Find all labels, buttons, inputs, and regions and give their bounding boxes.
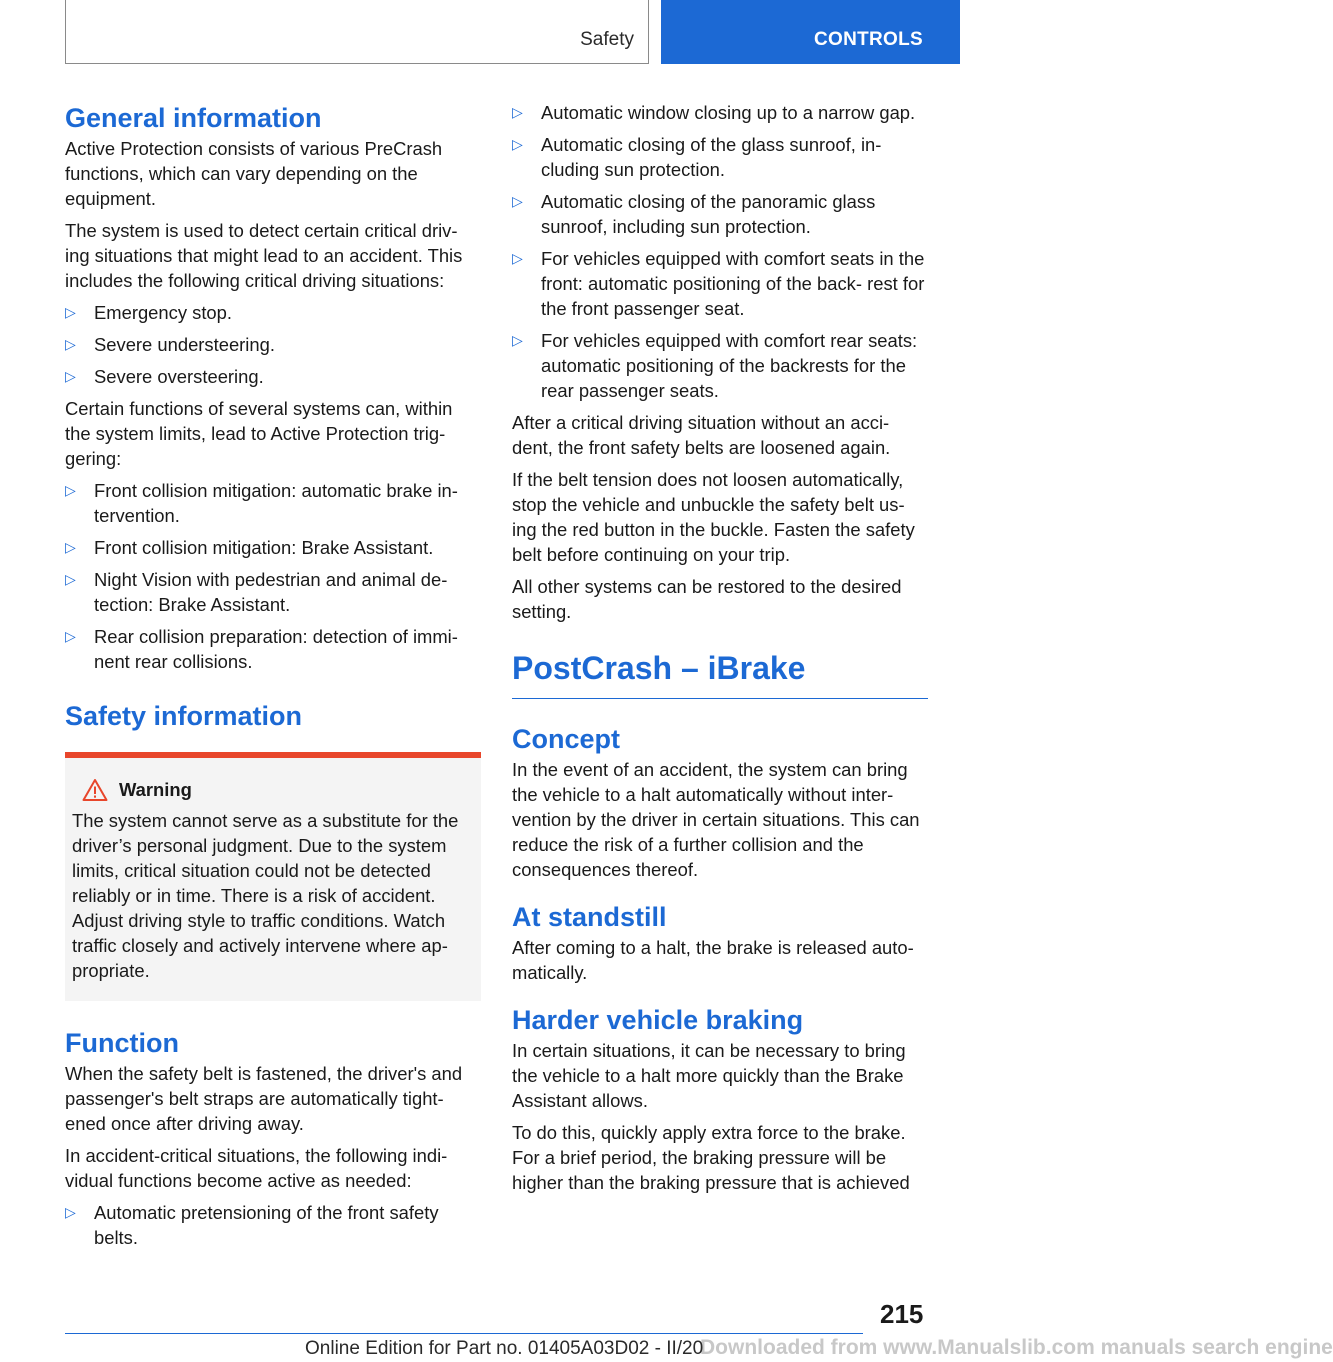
general-paragraph-2: The system is used to detect certain critical driv‐ ing situations that might lead to an accident. This includes the following critical driving situations: xyxy=(65,220,463,291)
list-item: ▷ Rear collision preparation: detection of immi‐ nent rear collisions. xyxy=(65,626,458,672)
list-item: ▷ For vehicles equipped with comfort rear seats: automatic positioning of the backrests for the rear passenger seats. xyxy=(512,330,918,401)
postcrash-heading: PostCrash – iBrake xyxy=(512,650,806,686)
critical-situations-list xyxy=(65,300,481,389)
triangle-bullet-icon: ▷ xyxy=(512,250,523,266)
list-item: ▷ Severe oversteering. xyxy=(65,366,264,387)
list-item: ▷ Automatic window closing up to a narrow gap. xyxy=(512,102,916,123)
at-standstill-text: After coming to a halt, the brake is released auto‐ matically. xyxy=(512,937,914,983)
triangle-bullet-icon: ▷ xyxy=(512,193,523,209)
triangle-bullet-icon: ▷ xyxy=(65,539,76,555)
triangle-bullet-icon: ▷ xyxy=(65,304,76,320)
triangle-bullet-icon: ▷ xyxy=(512,136,523,152)
warning-box xyxy=(65,752,481,1001)
harder-braking-heading: Harder vehicle braking xyxy=(512,1005,804,1035)
list-item: ▷ Automatic closing of the glass sunroof, in‐ cluding sun protection. xyxy=(512,134,882,180)
header-section-box xyxy=(65,0,649,64)
list-item: ▷ Automatic closing of the panoramic glass sunroof, including sun protection. xyxy=(512,191,876,237)
warning-triangle-icon xyxy=(82,778,108,802)
function-list xyxy=(65,1200,481,1250)
warning-text: The system cannot serve as a substitute for the driver’s personal judgment. Due to the system limits, critical situation could not be detected reliably or in time. There is a risk of accident. Adjust driving style to traffic conditions. Watch traffic closely and actively intervene where ap‐ propriate. xyxy=(72,810,459,981)
list-item: ▷ Emergency stop. xyxy=(65,302,232,323)
footer-edition: Online Edition for Part no. 01405A03D02 - II/20 xyxy=(305,1338,704,1359)
right-paragraph-2: If the belt tension does not loosen automatically, stop the vehicle and unbuckle the safety belt us‐ ing the red button in the buckle. Fasten the safety belt before continuing on your trip. xyxy=(512,469,915,565)
left-column xyxy=(65,100,481,1257)
harder-braking-paragraph-1: In certain situations, it can be necessary to bring the vehicle to a halt more quickly than the Brake Assistant allows. xyxy=(512,1040,906,1111)
triangle-bullet-icon: ▷ xyxy=(65,628,76,644)
function-paragraph-1: When the safety belt is fastened, the driver's and passenger's belt straps are automatically tight‐ ened once after driving away. xyxy=(65,1063,463,1134)
individual-functions-list xyxy=(512,100,928,403)
list-item: ▷ Front collision mitigation: automatic brake in‐ tervention. xyxy=(65,480,458,526)
list-item: ▷ Severe understeering. xyxy=(65,334,275,355)
warning-header xyxy=(72,778,475,802)
list-item: ▷ For vehicles equipped with comfort seats in the front: automatic positioning of the back‐ rest for the front passenger seat. xyxy=(512,248,925,319)
list-item: ▷ Front collision mitigation: Brake Assistant. xyxy=(65,537,434,558)
concept-heading: Concept xyxy=(512,724,620,754)
at-standstill-heading: At standstill xyxy=(512,902,667,932)
general-paragraph-1: Active Protection consists of various PreCrash functions, which can vary depending on the equipment. xyxy=(65,138,443,209)
function-paragraph-2: In accident-critical situations, the following indi‐ vidual functions become active as needed: xyxy=(65,1145,448,1191)
header-tab-controls[interactable]: CONTROLS xyxy=(661,0,960,64)
triangle-bullet-icon: ▷ xyxy=(65,482,76,498)
general-paragraph-3: Certain functions of several systems can, within the system limits, lead to Active Protection trig‐ gering: xyxy=(65,398,453,469)
function-heading: Function xyxy=(65,1028,179,1058)
footer-rule xyxy=(65,1333,863,1334)
list-item: ▷ Night Vision with pedestrian and animal de‐ tection: Brake Assistant. xyxy=(65,569,448,615)
safety-information-heading: Safety information xyxy=(65,701,303,731)
right-paragraph-3: All other systems can be restored to the desired setting. xyxy=(512,576,902,622)
harder-braking-paragraph-2: To do this, quickly apply extra force to the brake. For a brief period, the braking pressure will be higher than the braking pressure that is achieved xyxy=(512,1122,910,1193)
warning-title: Warning xyxy=(119,779,192,800)
header-section-label: Safety xyxy=(580,29,634,50)
triangle-bullet-icon: ▷ xyxy=(65,336,76,352)
triangle-bullet-icon: ▷ xyxy=(65,368,76,384)
triangle-bullet-icon: ▷ xyxy=(65,1204,76,1220)
triangle-bullet-icon: ▷ xyxy=(65,571,76,587)
page-number: 215 xyxy=(880,1299,924,1329)
list-item: ▷ Automatic pretensioning of the front safety belts. xyxy=(65,1202,439,1248)
right-column xyxy=(512,100,928,1202)
postcrash-rule xyxy=(512,698,928,699)
triggering-functions-list xyxy=(65,478,481,674)
right-paragraph-1: After a critical driving situation without an acci‐ dent, the front safety belts are loosened again. xyxy=(512,412,891,458)
triangle-bullet-icon: ▷ xyxy=(512,332,523,348)
triangle-bullet-icon: ▷ xyxy=(512,104,523,120)
general-information-heading: General information xyxy=(65,103,322,133)
watermark: Downloaded from www.Manualslib.com manuals search engine xyxy=(700,1336,1333,1359)
concept-text: In the event of an accident, the system can bring the vehicle to a halt automatically without inter‐ vention by the driver in certain situations. This can reduce the risk of a further collision and the consequences thereof. xyxy=(512,759,920,880)
